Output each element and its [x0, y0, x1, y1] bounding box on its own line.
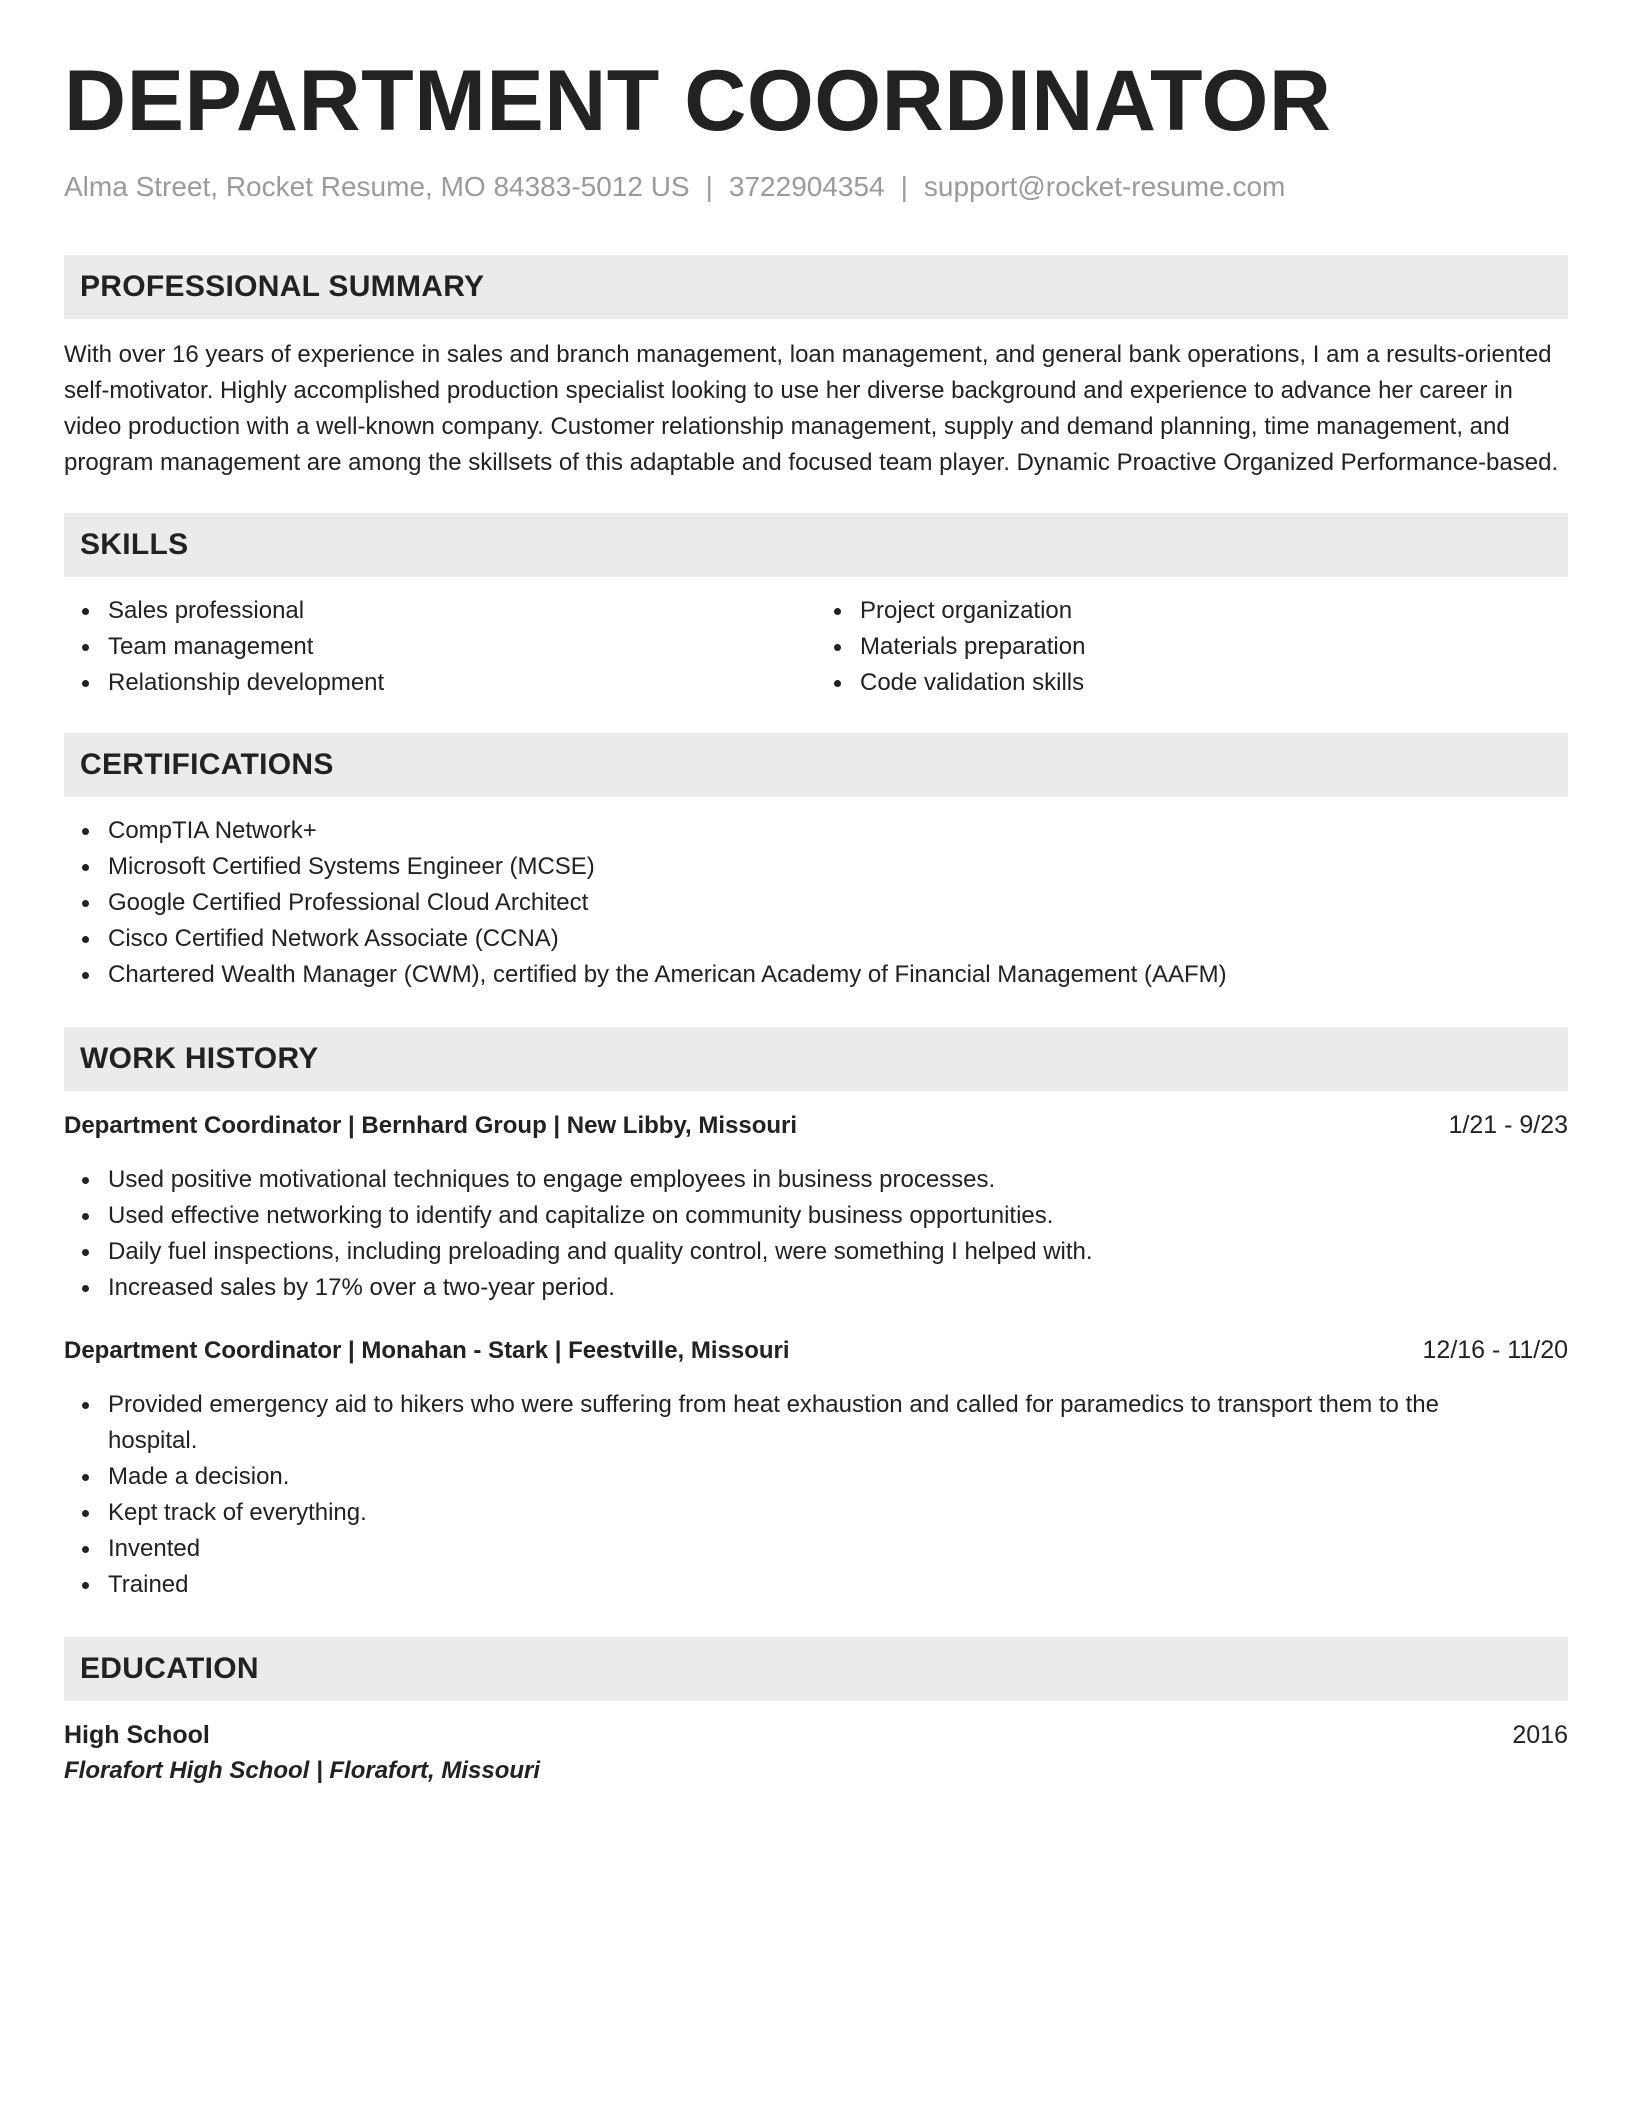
job-bullet: Used positive motivational techniques to engage employees in business processes.: [108, 1162, 1568, 1198]
job-bullet: Invented: [108, 1531, 1508, 1567]
work-history-heading: WORK HISTORY: [64, 1027, 1568, 1091]
job-bullet: Used effective networking to identify and capitalize on community business opportunities.: [108, 1198, 1568, 1234]
skill-item: Relationship development: [108, 665, 816, 701]
certifications-heading: CERTIFICATIONS: [64, 733, 1568, 797]
job-dates: 12/16 - 11/20: [1422, 1335, 1568, 1364]
resume-name: DEPARTMENT COORDINATOR: [64, 53, 1332, 149]
skills-column-left: [64, 593, 816, 701]
skills-grid: [64, 593, 1568, 701]
contact-email[interactable]: support@rocket-resume.com: [923, 171, 1286, 202]
job-bullet: Made a decision.: [108, 1459, 1508, 1495]
skill-item: Team management: [108, 629, 816, 665]
certification-item: Chartered Wealth Manager (CWM), certified by the American Academy of Financial Management (AAFM): [108, 957, 1568, 993]
skills-column-right: [816, 593, 1568, 701]
contact-address: Alma Street, Rocket Resume, MO 84383-5012 US: [64, 171, 690, 202]
summary-heading: PROFESSIONAL SUMMARY: [64, 255, 1568, 319]
job-title: Department Coordinator | Bernhard Group | New Libby, Missouri: [64, 1111, 798, 1139]
job-bullet: Provided emergency aid to hikers who were suffering from heat exhaustion and called for paramedics to transport them to the hospital.: [108, 1387, 1508, 1459]
certification-item: CompTIA Network+: [108, 813, 1568, 849]
skill-item: Materials preparation: [860, 629, 1568, 665]
job-title: Department Coordinator | Monahan - Stark | Feestville, Missouri: [64, 1336, 790, 1364]
education-year: 2016: [1512, 1720, 1568, 1749]
contact-phone: 3722904354: [728, 171, 885, 202]
job-bullet: Increased sales by 17% over a two-year period.: [108, 1270, 1568, 1306]
job-header: [64, 1109, 1568, 1142]
certification-item: Microsoft Certified Systems Engineer (MCSE): [108, 849, 1568, 885]
skills-heading: SKILLS: [64, 513, 1568, 577]
certifications-list: [64, 813, 1568, 993]
job-dates: 1/21 - 9/23: [1448, 1110, 1568, 1139]
summary-text: With over 16 years of experience in sales and branch management, loan management, and general bank operations, I am a results-oriented self-motivator. Highly accomplished production specialist looking to use her diverse background and experience to advance her career in video production with a well-known company. Customer relationship management, supply and demand planning, time management, and program management are among the skillsets of this adaptable and focused team player. Dynamic Proactive Organized Performance-based.: [64, 340, 1559, 476]
job-bullets: [64, 1387, 1568, 1603]
contact-line: [64, 170, 1568, 204]
education-header: [64, 1719, 1568, 1751]
skill-item: Project organization: [860, 593, 1568, 629]
education-heading: EDUCATION: [64, 1637, 1568, 1701]
job-header: [64, 1334, 1568, 1367]
skills-list-right: [816, 593, 1568, 701]
skills-list-left: [64, 593, 816, 701]
skill-item: Sales professional: [108, 593, 816, 629]
certification-item: Google Certified Professional Cloud Architect: [108, 885, 1568, 921]
education-school: Florafort High School | Florafort, Missouri: [64, 1756, 541, 1784]
certification-item: Cisco Certified Network Associate (CCNA): [108, 921, 1568, 957]
skill-item: Code validation skills: [860, 665, 1568, 701]
job-bullet: Trained: [108, 1567, 1508, 1603]
contact-separator: |: [900, 171, 908, 202]
education-degree: High School: [64, 1720, 210, 1749]
job-bullets: [64, 1162, 1568, 1306]
job-bullet: Daily fuel inspections, including preloading and quality control, were something I helped with.: [108, 1234, 1568, 1270]
job-bullet: Kept track of everything.: [108, 1495, 1508, 1531]
contact-separator: |: [705, 171, 713, 202]
